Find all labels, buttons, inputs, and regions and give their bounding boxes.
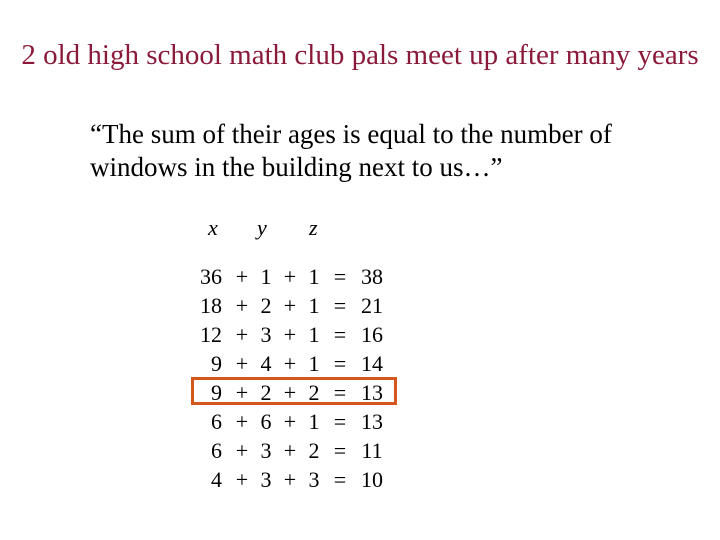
plus-sign: + — [235, 322, 249, 347]
table-row — [0, 349, 720, 378]
equals-sign: = — [333, 467, 347, 492]
plus-sign: + — [283, 264, 297, 289]
cell-y: 3 — [260, 438, 272, 463]
plus-sign: + — [235, 264, 249, 289]
cell-sum: 13 — [361, 380, 383, 405]
cell-z: 1 — [308, 264, 320, 289]
cell-x: 9 — [211, 380, 222, 405]
cell-x: 12 — [200, 322, 222, 347]
table-row — [0, 291, 720, 320]
cell-y: 2 — [260, 293, 272, 318]
column-headers — [0, 215, 720, 245]
cell-x: 4 — [211, 467, 222, 492]
cell-x: 18 — [200, 293, 222, 318]
cell-x: 9 — [211, 351, 222, 376]
table-row — [0, 465, 720, 494]
equals-sign: = — [333, 264, 347, 289]
plus-sign: + — [235, 351, 249, 376]
table-row — [0, 407, 720, 436]
cell-sum: 11 — [361, 438, 383, 463]
cell-sum: 10 — [361, 467, 383, 492]
cell-y: 1 — [260, 264, 272, 289]
cell-y: 2 — [260, 380, 272, 405]
plus-sign: + — [283, 293, 297, 318]
equals-sign: = — [333, 380, 347, 405]
cell-x: 36 — [200, 264, 222, 289]
equals-sign: = — [333, 351, 347, 376]
cell-z: 1 — [308, 293, 320, 318]
cell-z: 2 — [308, 380, 320, 405]
cell-y: 4 — [260, 351, 272, 376]
plus-sign: + — [235, 467, 249, 492]
cell-sum: 38 — [361, 264, 383, 289]
plus-sign: + — [283, 351, 297, 376]
quote-text: “The sum of their ages is equal to the number of windows in the building next to us…” — [90, 119, 612, 182]
column-header-y: y — [257, 215, 267, 240]
equals-sign: = — [333, 438, 347, 463]
cell-z: 1 — [308, 322, 320, 347]
plus-sign: + — [235, 380, 249, 405]
plus-sign: + — [235, 409, 249, 434]
cell-z: 2 — [308, 438, 320, 463]
plus-sign: + — [235, 293, 249, 318]
plus-sign: + — [283, 322, 297, 347]
highlight-box — [191, 377, 397, 405]
cell-z: 1 — [308, 409, 320, 434]
cell-sum: 21 — [361, 293, 383, 318]
equals-sign: = — [333, 409, 347, 434]
cell-sum: 13 — [361, 409, 383, 434]
cell-y: 3 — [260, 467, 272, 492]
table-row — [0, 320, 720, 349]
cell-z: 3 — [308, 467, 320, 492]
table-row — [0, 262, 720, 291]
equals-sign: = — [333, 293, 347, 318]
equals-sign: = — [333, 322, 347, 347]
plus-sign: + — [283, 467, 297, 492]
column-header-z: z — [309, 215, 318, 240]
plus-sign: + — [283, 380, 297, 405]
cell-sum: 14 — [361, 351, 383, 376]
cell-z: 1 — [308, 351, 320, 376]
plus-sign: + — [283, 409, 297, 434]
cell-sum: 16 — [361, 322, 383, 347]
plus-sign: + — [283, 438, 297, 463]
column-header-x: x — [208, 215, 218, 240]
plus-sign: + — [235, 438, 249, 463]
cell-x: 6 — [211, 438, 222, 463]
cell-x: 6 — [211, 409, 222, 434]
cell-y: 6 — [260, 409, 272, 434]
table-row — [0, 436, 720, 465]
slide-title: 2 old high school math club pals meet up after many years — [21, 39, 699, 71]
cell-y: 3 — [260, 322, 272, 347]
